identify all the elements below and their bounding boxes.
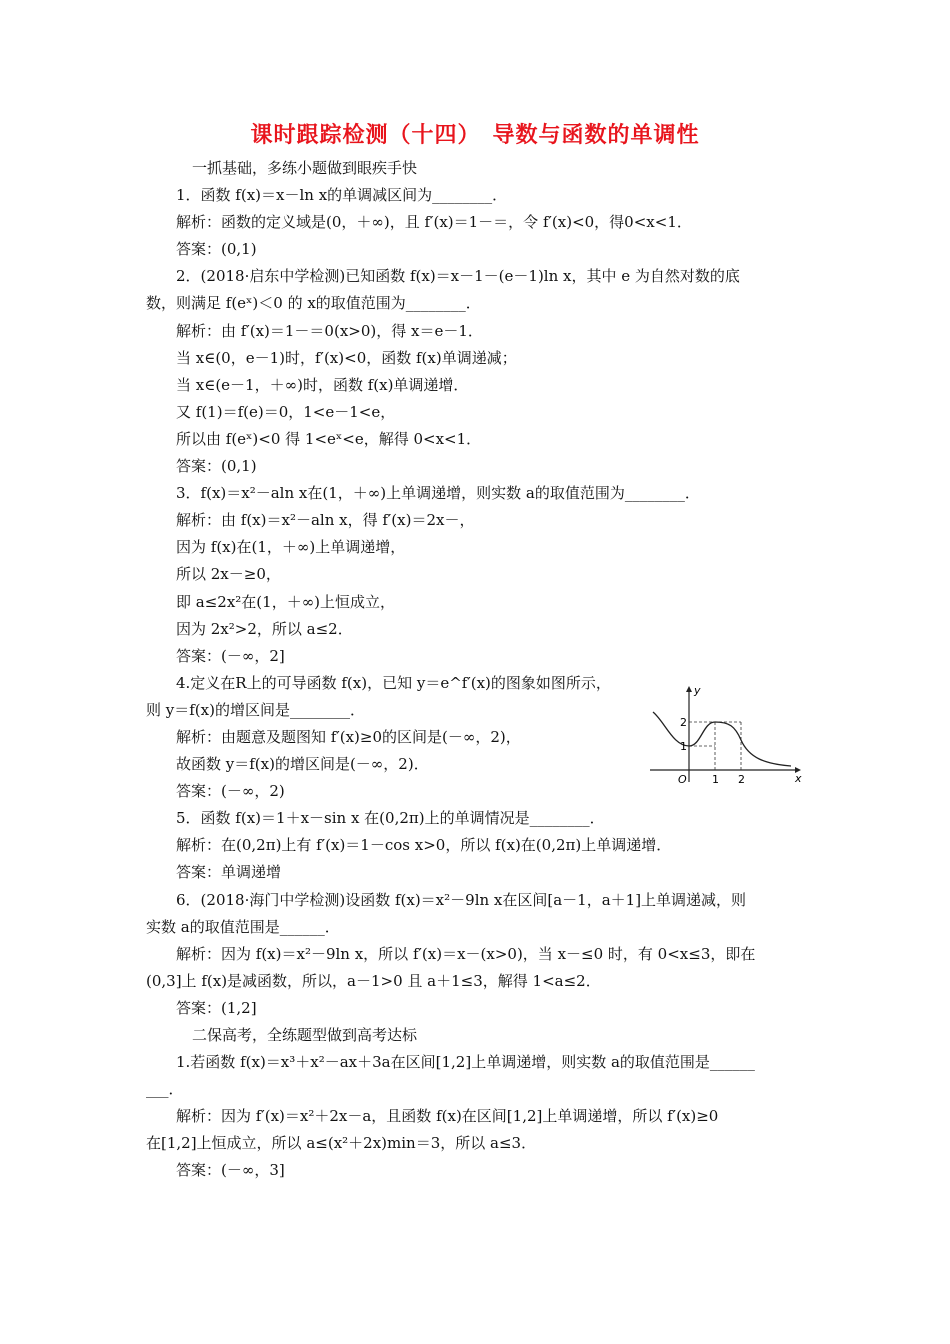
text-line: 实数 a的取值范围是______．	[146, 917, 340, 936]
x-axis-label: x	[795, 772, 802, 785]
text-line: 答案：(－∞，2]	[176, 646, 285, 665]
y-tick-2: 2	[680, 716, 687, 729]
text-line: 3．f(x)＝x²－aln x在(1，＋∞)上单调递增，则实数 a的取值范围为________．	[176, 484, 700, 503]
text-line: 解析：函数的定义域是(0，＋∞)，且 f′(x)＝1－＝，令 f′(x)<0，得0<x<1．	[176, 213, 692, 232]
document-body	[146, 155, 810, 1185]
text-line: 则 y＝f(x)的增区间是________．	[146, 700, 365, 719]
text-line: 答案：(0,1)	[176, 457, 257, 476]
text-line: 答案：(－∞，2)	[176, 782, 285, 801]
graph-svg	[645, 682, 810, 787]
function-graph-figure	[645, 682, 810, 787]
y-tick-1: 1	[680, 740, 687, 753]
text-line: 数，则满足 f(eˣ)＜0 的 x的取值范围为________．	[146, 294, 481, 313]
text-line: 因为 2x²>2，所以 a≤2．	[176, 619, 353, 638]
text-line: 解析：因为 f′(x)＝x²＋2x－a，且函数 f(x)在区间[1,2]上单调递增，所以 f′(x)≥0	[176, 1107, 719, 1126]
text-line: 6．(2018·海门中学检测)设函数 f(x)＝x²－9ln x在区间[a－1，a＋1]上单调递减，则	[176, 890, 747, 909]
text-line: 当 x∈(0，e－1)时，f′(x)<0，函数 f(x)单调递减；	[176, 348, 517, 367]
x-tick-1: 1	[712, 773, 719, 786]
text-line: 解析：在(0,2π)上有 f′(x)＝1－cos x>0，所以 f(x)在(0,2π)上单调递增．	[176, 836, 672, 855]
text-line: 当 x∈(e－1，＋∞)时，函数 f(x)单调递增．	[176, 375, 469, 394]
text-line: 1．函数 f(x)＝x－ln x的单调减区间为________．	[176, 186, 508, 205]
text-line: 在[1,2]上恒成立，所以 a≤(x²＋2x)min＝3，所以 a≤3．	[146, 1134, 537, 1153]
text-line: 1.若函数 f(x)＝x³＋x²－ax＋3a在区间[1,2]上单调递增，则实数 a的取值范围是______	[176, 1053, 755, 1072]
text-line: 5．函数 f(x)＝1＋x－sin x 在(0,2π)上的单调情况是________．	[176, 809, 605, 828]
y-axis-arrow	[686, 686, 692, 692]
text-line: 又 f(1)＝f(e)＝0，1<e－1<e，	[176, 402, 396, 421]
page-title: 课时跟踪检测（十四） 导数与函数的单调性	[250, 123, 700, 148]
text-line: 故函数 y＝f(x)的增区间是(－∞，2)．	[176, 755, 429, 774]
text-line: 解析：由 f(x)＝x²－aln x，得 f′(x)＝2x－，	[176, 511, 475, 530]
text-line: 二保高考，全练题型做到高考达标	[192, 1026, 418, 1044]
text-line: 所以 2x－≥0，	[176, 565, 281, 584]
origin-label: O	[678, 773, 687, 786]
y-axis-label: y	[694, 684, 701, 697]
text-line: 答案：单调递增	[176, 863, 282, 882]
x-tick-2: 2	[738, 773, 745, 786]
text-line: ___．	[146, 1080, 184, 1099]
text-line: 所以由 f(eˣ)<0 得 1<eˣ<e，解得 0<x<1．	[176, 429, 482, 448]
text-line: (0,3]上 f(x)是减函数，所以，a－1>0 且 a＋1≤3，解得 1<a≤2．	[146, 971, 601, 990]
text-line: 即 a≤2x²在(1，＋∞)上恒成立，	[176, 592, 396, 611]
text-line: 因为 f(x)在(1，＋∞)上单调递增，	[176, 538, 406, 557]
text-line: 解析：由 f′(x)＝1－＝0(x>0)，得 x＝e－1．	[176, 321, 483, 340]
text-line: 答案：(－∞，3]	[176, 1161, 285, 1180]
text-line: 答案：(1,2]	[176, 998, 257, 1017]
text-line: 2．(2018·启东中学检测)已知函数 f(x)＝x－1－(e－1)ln x，其中 e 为自然对数的底	[176, 267, 740, 286]
text-line: 解析：因为 f(x)＝x²－9ln x，所以 f′(x)＝x－(x>0)，当 x－≤0 时，有 0<x≤3，即在	[176, 944, 756, 963]
text-line: 答案：(0,1)	[176, 240, 257, 259]
curve	[653, 712, 791, 766]
text-line: 4.定义在R上的可导函数 f(x)，已知 y＝e^f′(x)的图象如图所示，	[176, 673, 611, 692]
text-line: 解析：由题意及题图知 f′(x)≥0的区间是(－∞，2)，	[176, 727, 521, 746]
text-line: 一抓基础，多练小题做到眼疾手快	[192, 159, 418, 177]
